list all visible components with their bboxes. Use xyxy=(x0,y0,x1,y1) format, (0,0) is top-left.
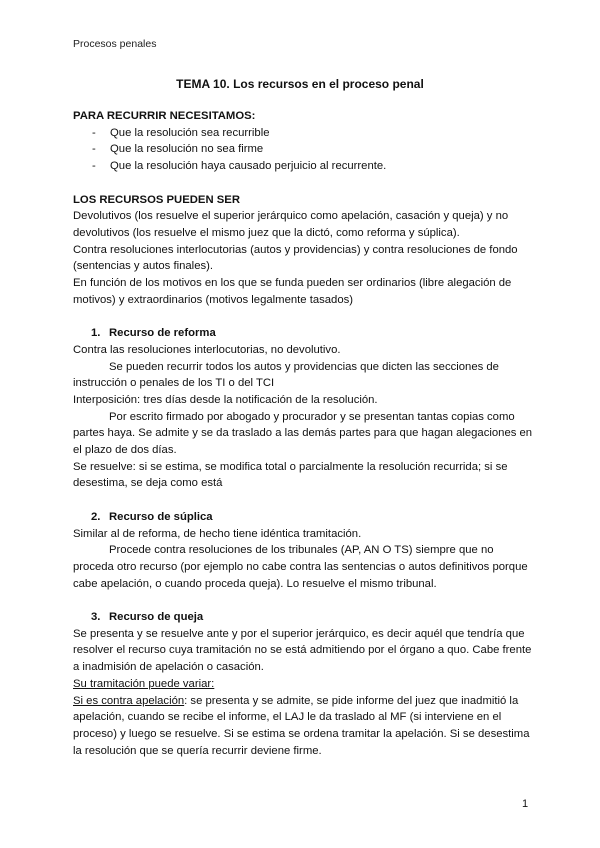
paragraph: Devolutivos (los resuelve el superior jerárquico como apelación, casación y queja) y no devolutivos (los resuelve el mismo juez que la dictó, como reforma y súplica). xyxy=(73,210,509,239)
paragraph: Se presenta y se resuelve ante y por el superior jerárquico, es decir aquél que tendría que resolver el recurso cuya tramitación no se está admitiendo por el órgano a quo. Cabe frente a inadmisión de apelación o casación. xyxy=(73,627,532,674)
document-body xyxy=(73,108,533,759)
subsection-heading-suplica xyxy=(73,509,533,526)
list-item: - Que la resolución no sea firme xyxy=(73,141,533,158)
paragraph: Se pueden recurrir todos los autos y providencias que dicten las secciones de instrucción o penales de los TI o del TCI xyxy=(73,360,499,390)
page-number: 1 xyxy=(522,798,529,810)
paragraph: Similar al de reforma, de hecho tiene idéntica tramitación. xyxy=(73,527,362,540)
running-header: Procesos penales xyxy=(73,38,157,50)
paragraph: Por escrito firmado por abogado y procurador y se presentan tantas copias como partes haya. Se admite y se da traslado a las demás partes para que hagan alegaciones en el plazo de dos días. xyxy=(73,410,533,457)
section-number: 1. xyxy=(91,327,101,340)
paragraph-text: : se presenta y se admite, se pide informe del juez que inadmitió la apelación, cuando se recibe el informe, el LAJ le da traslado al MF (si interviene en el proceso) y luego se resuelve. Si se estima se ordena tramitar la apelación. Si se desestima la resolución que se quería recurrir deviene firme. xyxy=(73,694,530,757)
list-item: - Que la resolución haya causado perjuicio al recurrente. xyxy=(73,158,533,175)
section-heading-types: LOS RECURSOS PUEDEN SER xyxy=(73,193,240,206)
paragraph: Se resuelve: si se estima, se modifica total o parcialmente la resolución recurrida; si se desestima, se deja como está xyxy=(73,460,508,490)
paragraph: Su tramitación puede variar: xyxy=(73,677,215,690)
page-title: TEMA 10. Los recursos en el proceso penal xyxy=(176,77,424,91)
section-number: 2. xyxy=(91,510,101,523)
paragraph: Procede contra resoluciones de los tribunales (AP, AN O TS) siempre que no proceda otro recurso (por ejemplo no cabe contra las sentencias o autos definitivos porque cabe apelación, o cuando proceda queja). Lo resuelve el mismo tribunal. xyxy=(73,544,528,590)
paragraph: Contra las resoluciones interlocutorias, no devolutivo. xyxy=(73,343,341,356)
requirements-list xyxy=(73,125,533,175)
subsection-heading-queja xyxy=(73,609,533,626)
section-heading-requirements: PARA RECURRIR NECESITAMOS: xyxy=(73,110,256,122)
paragraph: Contra resoluciones interlocutorias (autos y providencias) y contra resoluciones de fondo (sentencias y autos finales). xyxy=(73,243,518,273)
paragraph: En función de los motivos en los que se funda pueden ser ordinarios (libre alegación de motivos) y extraordinarios (motivos legalmente tasados) xyxy=(73,277,512,306)
section-title: Recurso de queja xyxy=(109,611,204,624)
section-title: Recurso de súplica xyxy=(109,510,213,523)
underlined-label: Si es contra apelación xyxy=(73,694,185,707)
subsection-heading-reforma xyxy=(73,325,533,342)
paragraph xyxy=(73,693,533,760)
paragraph: Interposición: tres días desde la notificación de la resolución. xyxy=(73,393,378,406)
section-number: 3. xyxy=(91,611,101,624)
section-title: Recurso de reforma xyxy=(109,327,216,340)
list-item: - Que la resolución sea recurrible xyxy=(73,125,533,142)
